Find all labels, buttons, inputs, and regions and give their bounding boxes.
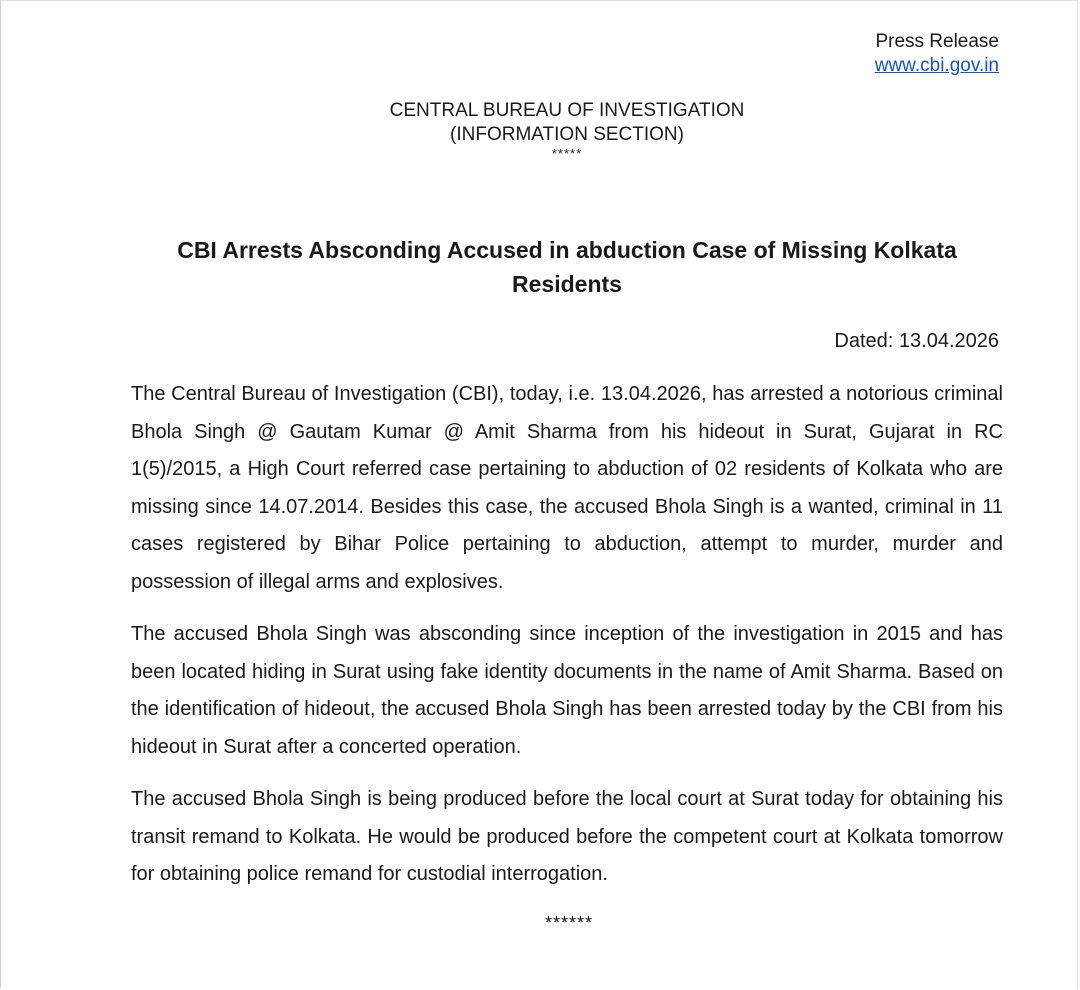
release-body [131,376,1003,909]
header-block [875,30,999,78]
website-link[interactable]: www.cbi.gov.in [874,55,999,76]
body-paragraph-2: The accused Bhola Singh was absconding since inception of the investigation in 2015 and has been located hiding in Surat using fake identity documents in the name of Amit Sharma. Based on the identification of hideout, the accused Bhola Singh has been arrested today by the CBI from his hideout in Surat after a concerted operation. [131,623,1003,758]
organization-section: (INFORMATION SECTION) [450,124,684,145]
end-marker: ****** [544,913,594,933]
organization-name: CENTRAL BUREAU OF INVESTIGATION [389,100,745,121]
press-release-label: Press Release [875,31,999,52]
organization-block [1,99,1080,161]
header-separator: ***** [551,146,583,161]
release-title: CBI Arrests Absconding Accused in abduction Case of Missing Kolkata Residents [177,237,957,297]
release-date: Dated: 13.04.2026 [834,330,999,352]
body-paragraph-3: The accused Bhola Singh is being produced before the local court at Surat today for obtaining his transit remand to Kolkata. He would be produced before the competent court at Kolkata tomorrow for obtaining police remand for custodial interrogation. [131,788,1003,885]
body-paragraph-1: The Central Bureau of Investigation (CBI), today, i.e. 13.04.2026, has arrested a notorious criminal Bhola Singh @ Gautam Kumar @ Amit Sharma from his hideout in Surat, Gujarat in RC 1(5)/2015, a High Court referred case pertaining to abduction of 02 residents of Kolkata who are missing since 14.07.2014. Besides this case, the accused Bhola Singh is a wanted, criminal in 11 cases registered by Bihar Police pertaining to abduction, attempt to murder, murder and possession of illegal arms and explosives. [131,383,1003,593]
